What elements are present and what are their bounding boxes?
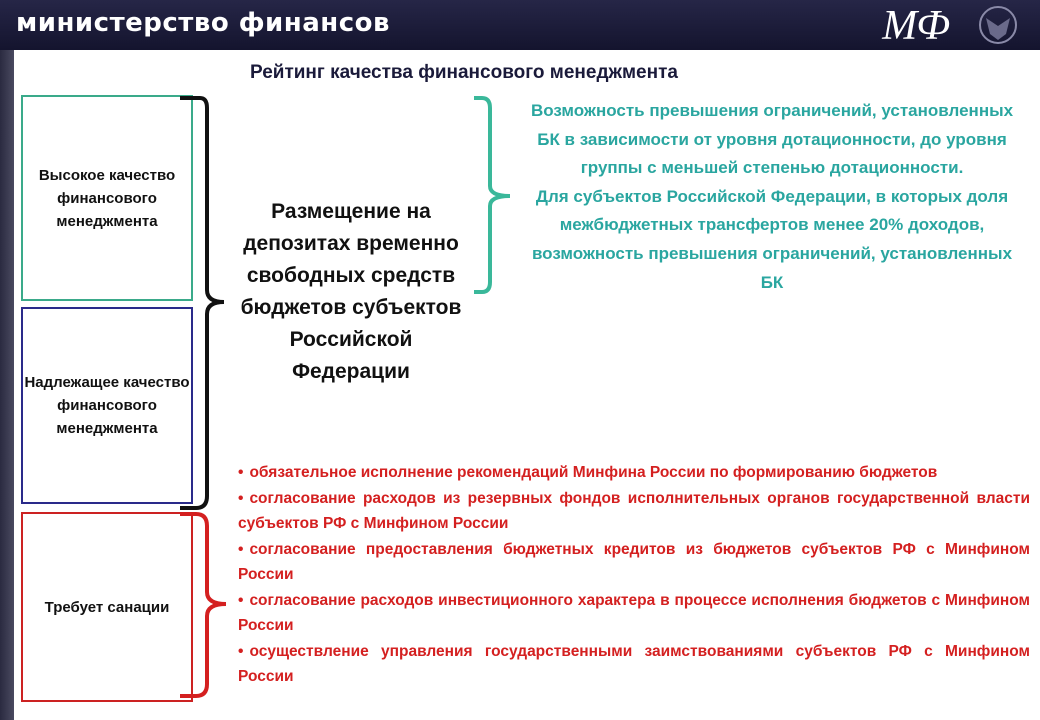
list-item: • согласование расходов инвестиционного характера в процессе исполнения бюджетов с Минфином России — [238, 591, 1030, 634]
bullet-icon: • — [238, 489, 244, 507]
list-item: • обязательное исполнение рекомендаций Минфина России по формированию бюджетов — [238, 464, 938, 481]
bullet-icon: • — [238, 591, 244, 609]
page-title: Рейтинг качества финансового менеджмента — [250, 62, 678, 83]
category-high-label: Высокое качество финансового менеджмента — [38, 166, 176, 230]
bullet-icon: • — [238, 464, 244, 481]
bullet-icon: • — [238, 540, 244, 558]
bullet-icon: • — [238, 642, 244, 660]
list-item: • согласование предоставления бюджетных кредитов из бюджетов субъектов РФ с Минфином России — [238, 540, 1030, 583]
list-item: • согласование расходов из резервных фондов исполнительных органов государственной власти субъектов РФ с Минфином России — [238, 489, 1030, 532]
black-brace — [180, 98, 224, 508]
rehab-measures-list — [238, 460, 1030, 690]
teal-brace — [474, 98, 510, 292]
teal-paragraph-1: Возможность превышения ограничений, установленных БК в зависимости от уровня дотационности, до уровня группы с меньшей степенью дотационности. — [530, 101, 1014, 178]
ministry-logo: МФ — [882, 3, 950, 49]
limit-exceed-text — [526, 97, 1018, 297]
category-adequate-label: Надлежащее качество финансового менеджмента — [24, 374, 190, 437]
teal-paragraph-2: Для субъектов Российской Федерации, в которых доля межбюджетных трансфертов менее 20% доходов, возможность превышения ограничений, установленных БК — [531, 186, 1013, 292]
category-rehab-label: Требует санации — [44, 598, 170, 616]
red-brace — [180, 514, 226, 696]
list-item: • осуществление управления государственными заимствованиями субъектов РФ с Минфином России — [238, 642, 1030, 685]
deposit-placement-text: Размещение на депозитах временно свободных средств бюджетов субъектов Российской Федерации — [240, 200, 462, 383]
ministry-title: министерство финансов — [16, 8, 390, 38]
